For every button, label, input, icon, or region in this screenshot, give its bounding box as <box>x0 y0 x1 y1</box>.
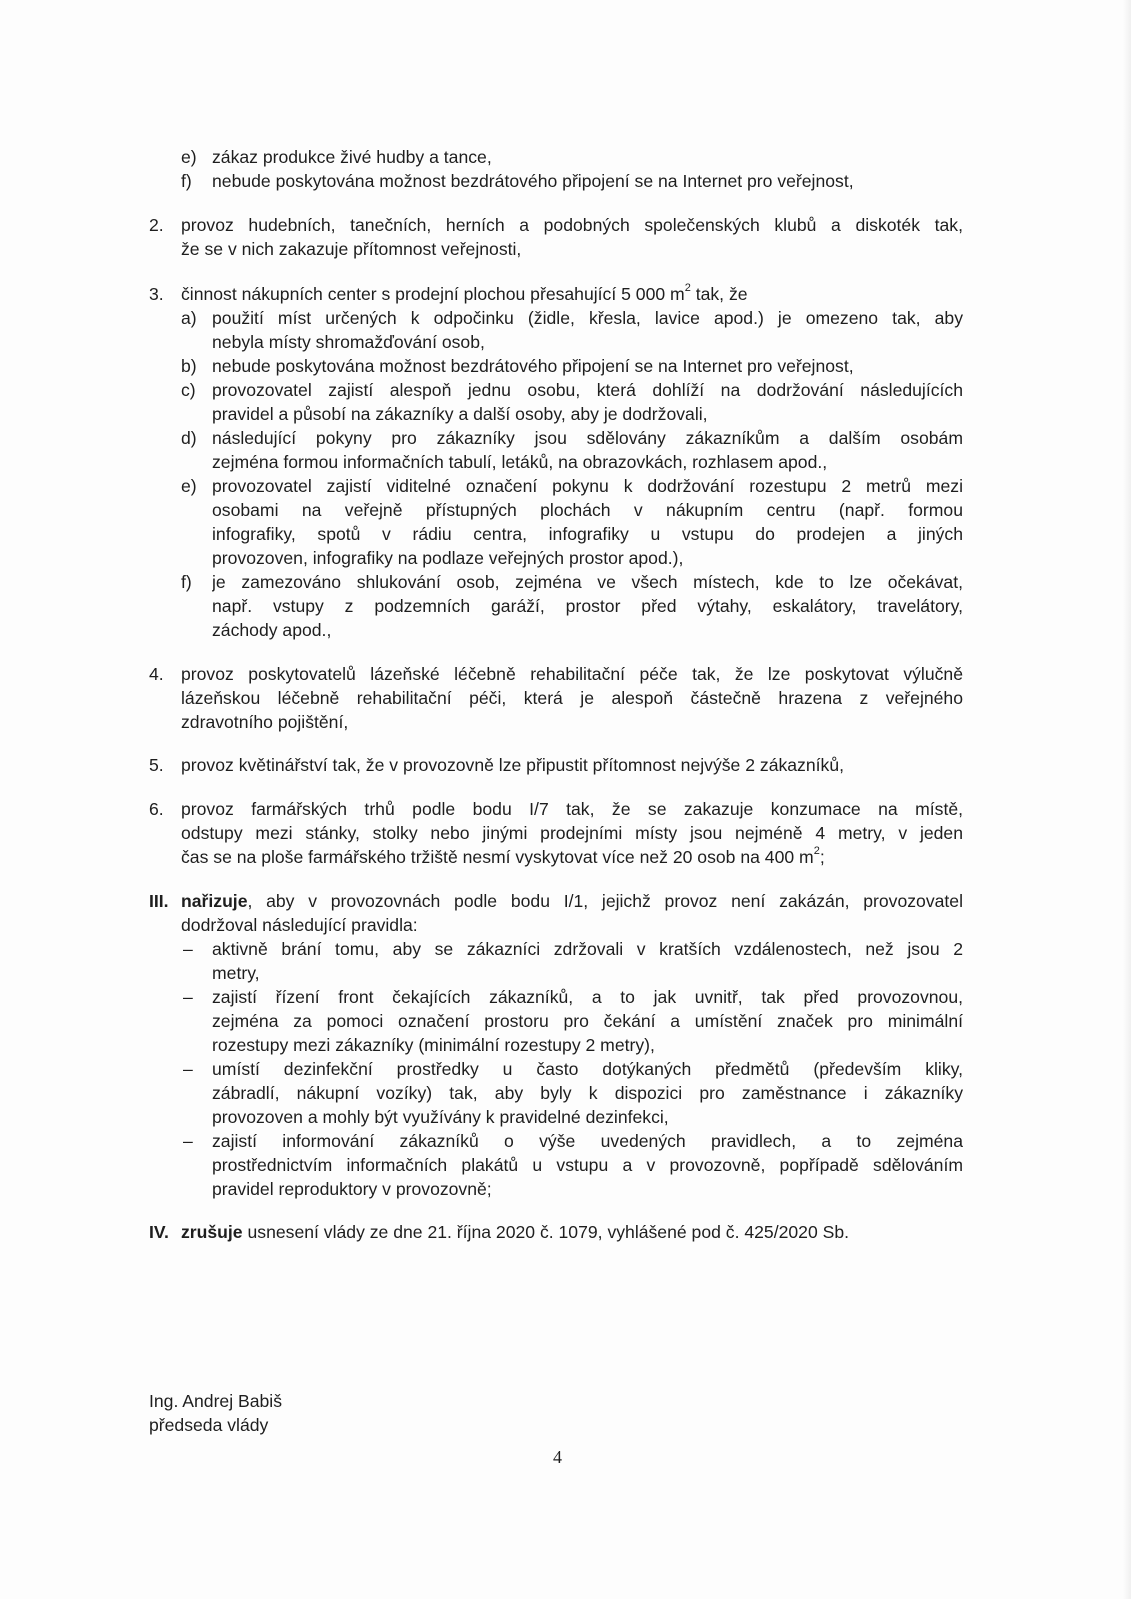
superscript: 2 <box>813 845 820 858</box>
bullet-text: zábradlí, nákupní vozíky) tak, aby byly k dispozici pro zaměstnance i zákazníky <box>212 1083 963 1103</box>
line-text-end: ; <box>819 847 825 867</box>
paragraph-line <box>181 283 748 306</box>
list-item-text: nebude poskytována možnost bezdrátového připojení se na Internet pro veřejnost, <box>212 356 854 376</box>
paragraph-line <box>181 1221 849 1244</box>
item-label: f) <box>181 171 192 191</box>
list-item-text: infografiky, spotů v rádiu centra, infografiky u vstupu do prodejen a jiných <box>212 524 963 544</box>
list-item-text: např. vstupy z podzemních garáží, prostor před výtahy, eskalátory, travelátory, <box>212 596 963 616</box>
scan-edge <box>1123 0 1131 1599</box>
paragraph-line: lázeňskou léčebně rehabilitační péči, která je alespoň částečně hrazena z veřejného <box>181 688 963 708</box>
list-item-text: provozovatel zajistí viditelné označení pokynu k dodržování rozestupu 2 metrů mezi <box>212 476 963 496</box>
section-number: III. <box>149 891 169 911</box>
list-item-text: je zamezováno shlukování osob, zejména ve všech místech, kde to lze očekávat, <box>212 572 963 592</box>
paragraph-line <box>181 846 825 869</box>
section-number: IV. <box>149 1222 169 1242</box>
bullet-text: prostřednictvím informačních plakátů u vstupu a v provozovně, popřípadě sdělováním <box>212 1155 963 1175</box>
bullet-text: zajistí řízení front čekajících zákazníků, a to jak uvnitř, tak před provozovnou, <box>212 987 963 1007</box>
item-label: e) <box>181 476 197 496</box>
paragraph-line: provoz květinářství tak, že v provozovně lze připustit přítomnost nejvýše 2 zákazníků, <box>181 755 844 775</box>
bullet-text: rozestupy mezi zákazníky (minimální rozestupy 2 metry), <box>212 1035 655 1055</box>
item-number: 6. <box>149 799 164 819</box>
line-text: čas se na ploše farmářského tržiště nesmí vyskytovat více než 20 osob na 400 m <box>181 847 814 867</box>
bullet-text: pravidel reproduktory v provozovně; <box>212 1179 492 1199</box>
signature-name: Ing. Andrej Babiš <box>149 1391 283 1411</box>
dash-bullet: – <box>183 1131 193 1151</box>
line-text: usnesení vlády ze dne 21. října 2020 č. 1079, vyhlášené pod č. 425/2020 Sb. <box>242 1222 850 1242</box>
paragraph-line: provoz poskytovatelů lázeňské léčebně rehabilitační péče tak, že lze poskytovat výlučně <box>181 664 963 684</box>
paragraph-line: zdravotního pojištění, <box>181 712 349 732</box>
list-item-text: nebyla místy shromažďování osob, <box>212 332 485 352</box>
paragraph-line: provoz farmářských trhů podle bodu I/7 tak, že se zakazuje konzumace na místě, <box>181 799 963 819</box>
dash-bullet: – <box>183 987 193 1007</box>
intro-text: činnost nákupních center s prodejní plochou přesahující 5 000 m <box>181 284 685 304</box>
section-keyword: nařizuje <box>181 891 248 911</box>
list-item-text: zákaz produkce živé hudby a tance, <box>212 147 492 167</box>
page-number: 4 <box>553 1447 562 1467</box>
item-label: c) <box>181 380 196 400</box>
item-number: 4. <box>149 664 164 684</box>
bullet-text: provozoven a mohly být využívány k pravidelné dezinfekci, <box>212 1107 669 1127</box>
item-label: a) <box>181 308 197 328</box>
item-number: 5. <box>149 755 164 775</box>
dash-bullet: – <box>183 1059 193 1079</box>
paragraph-line: dodržoval následující pravidla: <box>181 915 418 935</box>
signature-title: předseda vlády <box>149 1415 269 1435</box>
paragraph-line: provoz hudebních, tanečních, herních a podobných společenských klubů a diskoték tak, <box>181 215 963 235</box>
bullet-text: zejména za pomoci označení prostoru pro čekání a umístění značek pro minimální <box>212 1011 963 1031</box>
paragraph-line: odstupy mezi stánky, stolky nebo jinými prodejními místy jsou nejméně 4 metry, v jeden <box>181 823 963 843</box>
intro-text-end: tak, že <box>690 284 748 304</box>
paragraph-line <box>181 890 963 913</box>
list-item-text: pravidel a působí na zákazníky a další osoby, aby je dodržovali, <box>212 404 708 424</box>
list-item-text: použití míst určených k odpočinku (židle, křesla, lavice apod.) je omezeno tak, aby <box>212 308 963 328</box>
item-number: 3. <box>149 284 164 304</box>
list-item-text: zejména formou informačních tabulí, letáků, na obrazovkách, rozhlasem apod., <box>212 452 828 472</box>
item-label: d) <box>181 428 197 448</box>
list-item-text: následující pokyny pro zákazníky jsou sdělovány zákazníkům a dalším osobám <box>212 428 963 448</box>
item-number: 2. <box>149 215 164 235</box>
superscript: 2 <box>684 282 691 295</box>
bullet-text: umístí dezinfekční prostředky u často dotýkaných předmětů (především kliky, <box>212 1059 963 1079</box>
item-label: b) <box>181 356 197 376</box>
list-item-text: provozoven, infografiky na podlaze veřejných prostor apod.), <box>212 548 684 568</box>
bullet-text: zajistí informování zákazníků o výše uvedených pravidlech, a to zejména <box>212 1131 963 1151</box>
bullet-text: metry, <box>212 963 260 983</box>
bullet-text: aktivně brání tomu, aby se zákazníci zdržovali v kratších vzdálenostech, než jsou 2 <box>212 939 963 959</box>
dash-bullet: – <box>183 939 193 959</box>
list-item-text: nebude poskytována možnost bezdrátového připojení se na Internet pro veřejnost, <box>212 171 854 191</box>
list-item-text: osobami na veřejně přístupných plochách v nákupním centru (např. formou <box>212 500 963 520</box>
item-label: f) <box>181 572 192 592</box>
section-keyword: zrušuje <box>181 1222 243 1242</box>
paragraph-line: že se v nich zakazuje přítomnost veřejnosti, <box>181 239 522 259</box>
item-label: e) <box>181 147 197 167</box>
list-item-text: záchody apod., <box>212 620 332 640</box>
list-item-text: provozovatel zajistí alespoň jednu osobu, která dohlíží na dodržování následujících <box>212 380 963 400</box>
line-text: , aby v provozovnách podle bodu I/1, jejichž provoz není zakázán, provozovatel <box>247 891 963 911</box>
